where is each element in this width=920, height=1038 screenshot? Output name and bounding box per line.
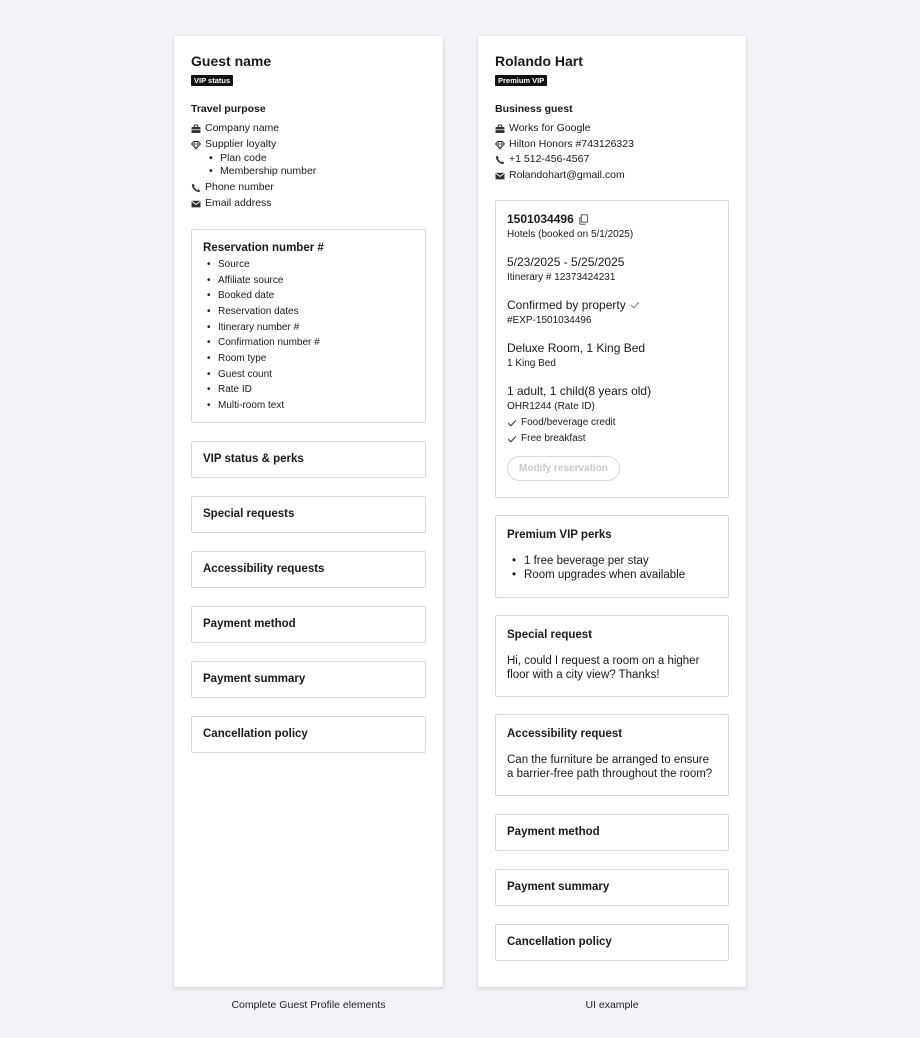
diamond-icon <box>495 140 505 150</box>
list-item: • Confirmation number # <box>207 335 414 351</box>
phone-icon <box>191 183 201 193</box>
membership-number-item: • Membership number <box>209 165 426 178</box>
copy-icon[interactable] <box>578 214 589 225</box>
loyalty-row <box>191 137 426 153</box>
check-icon <box>630 300 640 310</box>
email-row <box>495 168 729 184</box>
itinerary-number: Itinerary # 12373424231 <box>507 271 616 283</box>
email-address-text: Rolandohart@gmail.com <box>509 169 625 182</box>
plan-code-item: • Plan code <box>209 152 426 165</box>
phone-number-text: +1 512-456-4567 <box>509 153 590 166</box>
reservation-fields-list <box>207 257 414 414</box>
phone-number-text: Phone number <box>205 181 274 194</box>
amenity-text: Free breakfast <box>521 432 586 444</box>
travel-purpose-label: Travel purpose <box>191 103 266 115</box>
vip-perks-title: Premium VIP perks <box>507 528 612 541</box>
email-row <box>191 196 426 212</box>
guest-profile-example-panel <box>478 36 746 987</box>
supplier-loyalty-text: Hilton Honors #743126323 <box>509 137 634 150</box>
amenity-text: Food/beverage credit <box>521 416 616 428</box>
special-request-text: Hi, could I request a room on a higher floor with a city view? Thanks! <box>507 654 700 681</box>
list-item <box>507 431 717 447</box>
guest-profile-template-panel <box>174 36 443 987</box>
template-caption: Complete Guest Profile elements <box>231 999 386 1011</box>
briefcase-icon <box>191 124 201 134</box>
list-item <box>507 415 717 431</box>
vip-perks-card <box>495 515 729 598</box>
guest-info-list <box>191 121 426 152</box>
accessibility-request-title: Accessibility request <box>507 727 623 740</box>
special-requests-section[interactable]: Special requests <box>191 496 426 533</box>
guest-count: 1 adult, 1 child(8 years old) <box>507 383 652 398</box>
envelope-icon <box>495 171 505 181</box>
modify-reservation-button[interactable]: Modify reservation <box>507 456 620 481</box>
guest-contact-list <box>191 180 426 211</box>
special-request-card <box>495 615 729 697</box>
diamond-icon <box>191 140 201 150</box>
company-name-text: Works for Google <box>509 122 591 134</box>
payment-method-section[interactable]: Payment method <box>191 606 426 643</box>
confirmation-status: Confirmed by property <box>507 297 626 312</box>
list-item: • Room upgrades when available <box>512 568 717 583</box>
reservation-dates: 5/23/2025 - 5/25/2025 <box>507 254 625 269</box>
accessibility-request-card <box>495 714 729 796</box>
vip-status-badge: VIP status <box>191 75 233 86</box>
payment-method-section[interactable]: Payment method <box>495 814 729 851</box>
list-item: • Room type <box>207 351 414 367</box>
phone-row <box>191 180 426 196</box>
rate-id: OHR1244 (Rate ID) <box>507 400 595 412</box>
guest-name: Guest name <box>191 53 272 69</box>
cancellation-policy-section[interactable]: Cancellation policy <box>495 924 729 961</box>
list-item: • Guest count <box>207 367 414 383</box>
vip-perks-section[interactable]: VIP status & perks <box>191 441 426 478</box>
special-request-title: Special request <box>507 628 593 641</box>
list-item: • Itinerary number # <box>207 320 414 336</box>
list-item: • Affiliate source <box>207 273 414 289</box>
cancellation-policy-section[interactable]: Cancellation policy <box>191 716 426 753</box>
guest-info-list <box>495 121 729 184</box>
loyalty-sublist <box>209 152 426 178</box>
reservation-card-template <box>191 229 426 423</box>
vip-status-badge: Premium VIP <box>495 75 547 86</box>
bed-type: 1 King Bed <box>507 357 556 369</box>
list-item: • Source <box>207 257 414 273</box>
phone-row <box>495 152 729 168</box>
payment-summary-section[interactable]: Payment summary <box>495 869 729 906</box>
guest-name: Rolando Hart <box>495 53 583 69</box>
email-address-text: Email address <box>205 197 272 210</box>
loyalty-row <box>495 137 729 153</box>
example-caption: UI example <box>585 999 639 1011</box>
payment-summary-section[interactable]: Payment summary <box>191 661 426 698</box>
company-row <box>191 121 426 137</box>
company-name-text: Company name <box>205 122 280 134</box>
list-item: • Rate ID <box>207 382 414 398</box>
list-item: • 1 free beverage per stay <box>512 554 717 569</box>
vip-perks-list <box>512 554 717 583</box>
check-icon <box>507 418 517 428</box>
reservation-number-title: Reservation number # <box>203 241 324 254</box>
list-item: • Reservation dates <box>207 304 414 320</box>
booking-source: Hotels (booked on 5/1/2025) <box>507 228 634 240</box>
list-item: • Multi-room text <box>207 398 414 414</box>
company-row <box>495 121 729 137</box>
confirmation-status-row <box>507 298 717 313</box>
accessibility-requests-section[interactable]: Accessibility requests <box>191 551 426 588</box>
phone-icon <box>495 155 505 165</box>
travel-purpose-label: Business guest <box>495 103 573 115</box>
reservation-number: 1501034496 <box>507 211 574 226</box>
list-item: • Booked date <box>207 288 414 304</box>
accessibility-request-text: Can the furniture be arranged to ensure a barrier-free path throughout the room? <box>507 753 713 780</box>
reservation-number-row <box>507 212 717 227</box>
room-type: Deluxe Room, 1 King Bed <box>507 340 646 355</box>
check-icon <box>507 434 517 444</box>
supplier-loyalty-text: Supplier loyalty <box>205 137 277 150</box>
amenities-list <box>507 415 717 447</box>
briefcase-icon <box>495 124 505 134</box>
confirmation-number: #EXP-1501034496 <box>507 314 592 326</box>
reservation-card <box>495 200 729 498</box>
envelope-icon <box>191 199 201 209</box>
